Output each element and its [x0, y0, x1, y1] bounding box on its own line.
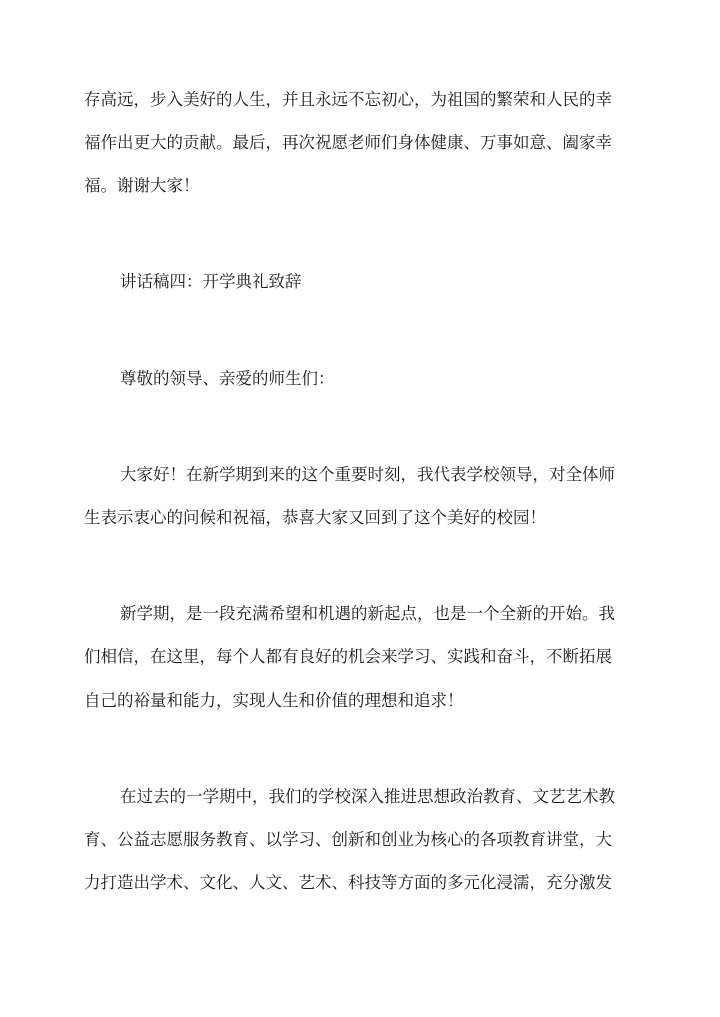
- paragraph-line: 新学期，是一段充满希望和机遇的新起点，也是一个全新的开始。我: [120, 604, 615, 623]
- paragraph-line: 自己的裕量和能力，实现人生和价值的理想和追求！: [84, 691, 464, 710]
- paragraph-line: 在过去的一学期中，我们的学校深入推进思想政治教育、文艺艺术教: [120, 787, 615, 806]
- paragraph-line: 存高远，步入美好的人生，并且永远不忘初心，为祖国的繁荣和人民的幸: [84, 90, 612, 109]
- section-heading: 讲话稿四：开学典礼致辞: [120, 272, 302, 291]
- paragraph-line: 们相信，在这里，每个人都有良好的机会来学习、实践和奋斗，不断拓展: [84, 647, 612, 666]
- paragraph-line: 育、公益志愿服务教育、以学习、创新和创业为核心的各项教育讲堂，大: [84, 830, 612, 849]
- paragraph-line: 福作出更大的贡献。最后，再次祝愿老师们身体健康、万事如意、阖家幸: [84, 133, 612, 152]
- salutation: 尊敬的领导、亲爱的师生们：: [120, 369, 335, 388]
- paragraph-line: 生表示衷心的问候和祝福，恭喜大家又回到了这个美好的校园！: [84, 508, 546, 527]
- paragraph-line: 福。谢谢大家！: [84, 176, 200, 195]
- paragraph-line: 力打造出学术、文化、人文、艺术、科技等方面的多元化浸濡，充分激发: [84, 873, 612, 892]
- paragraph-line: 大家好！在新学期到来的这个重要时刻，我代表学校领导，对全体师: [120, 465, 615, 484]
